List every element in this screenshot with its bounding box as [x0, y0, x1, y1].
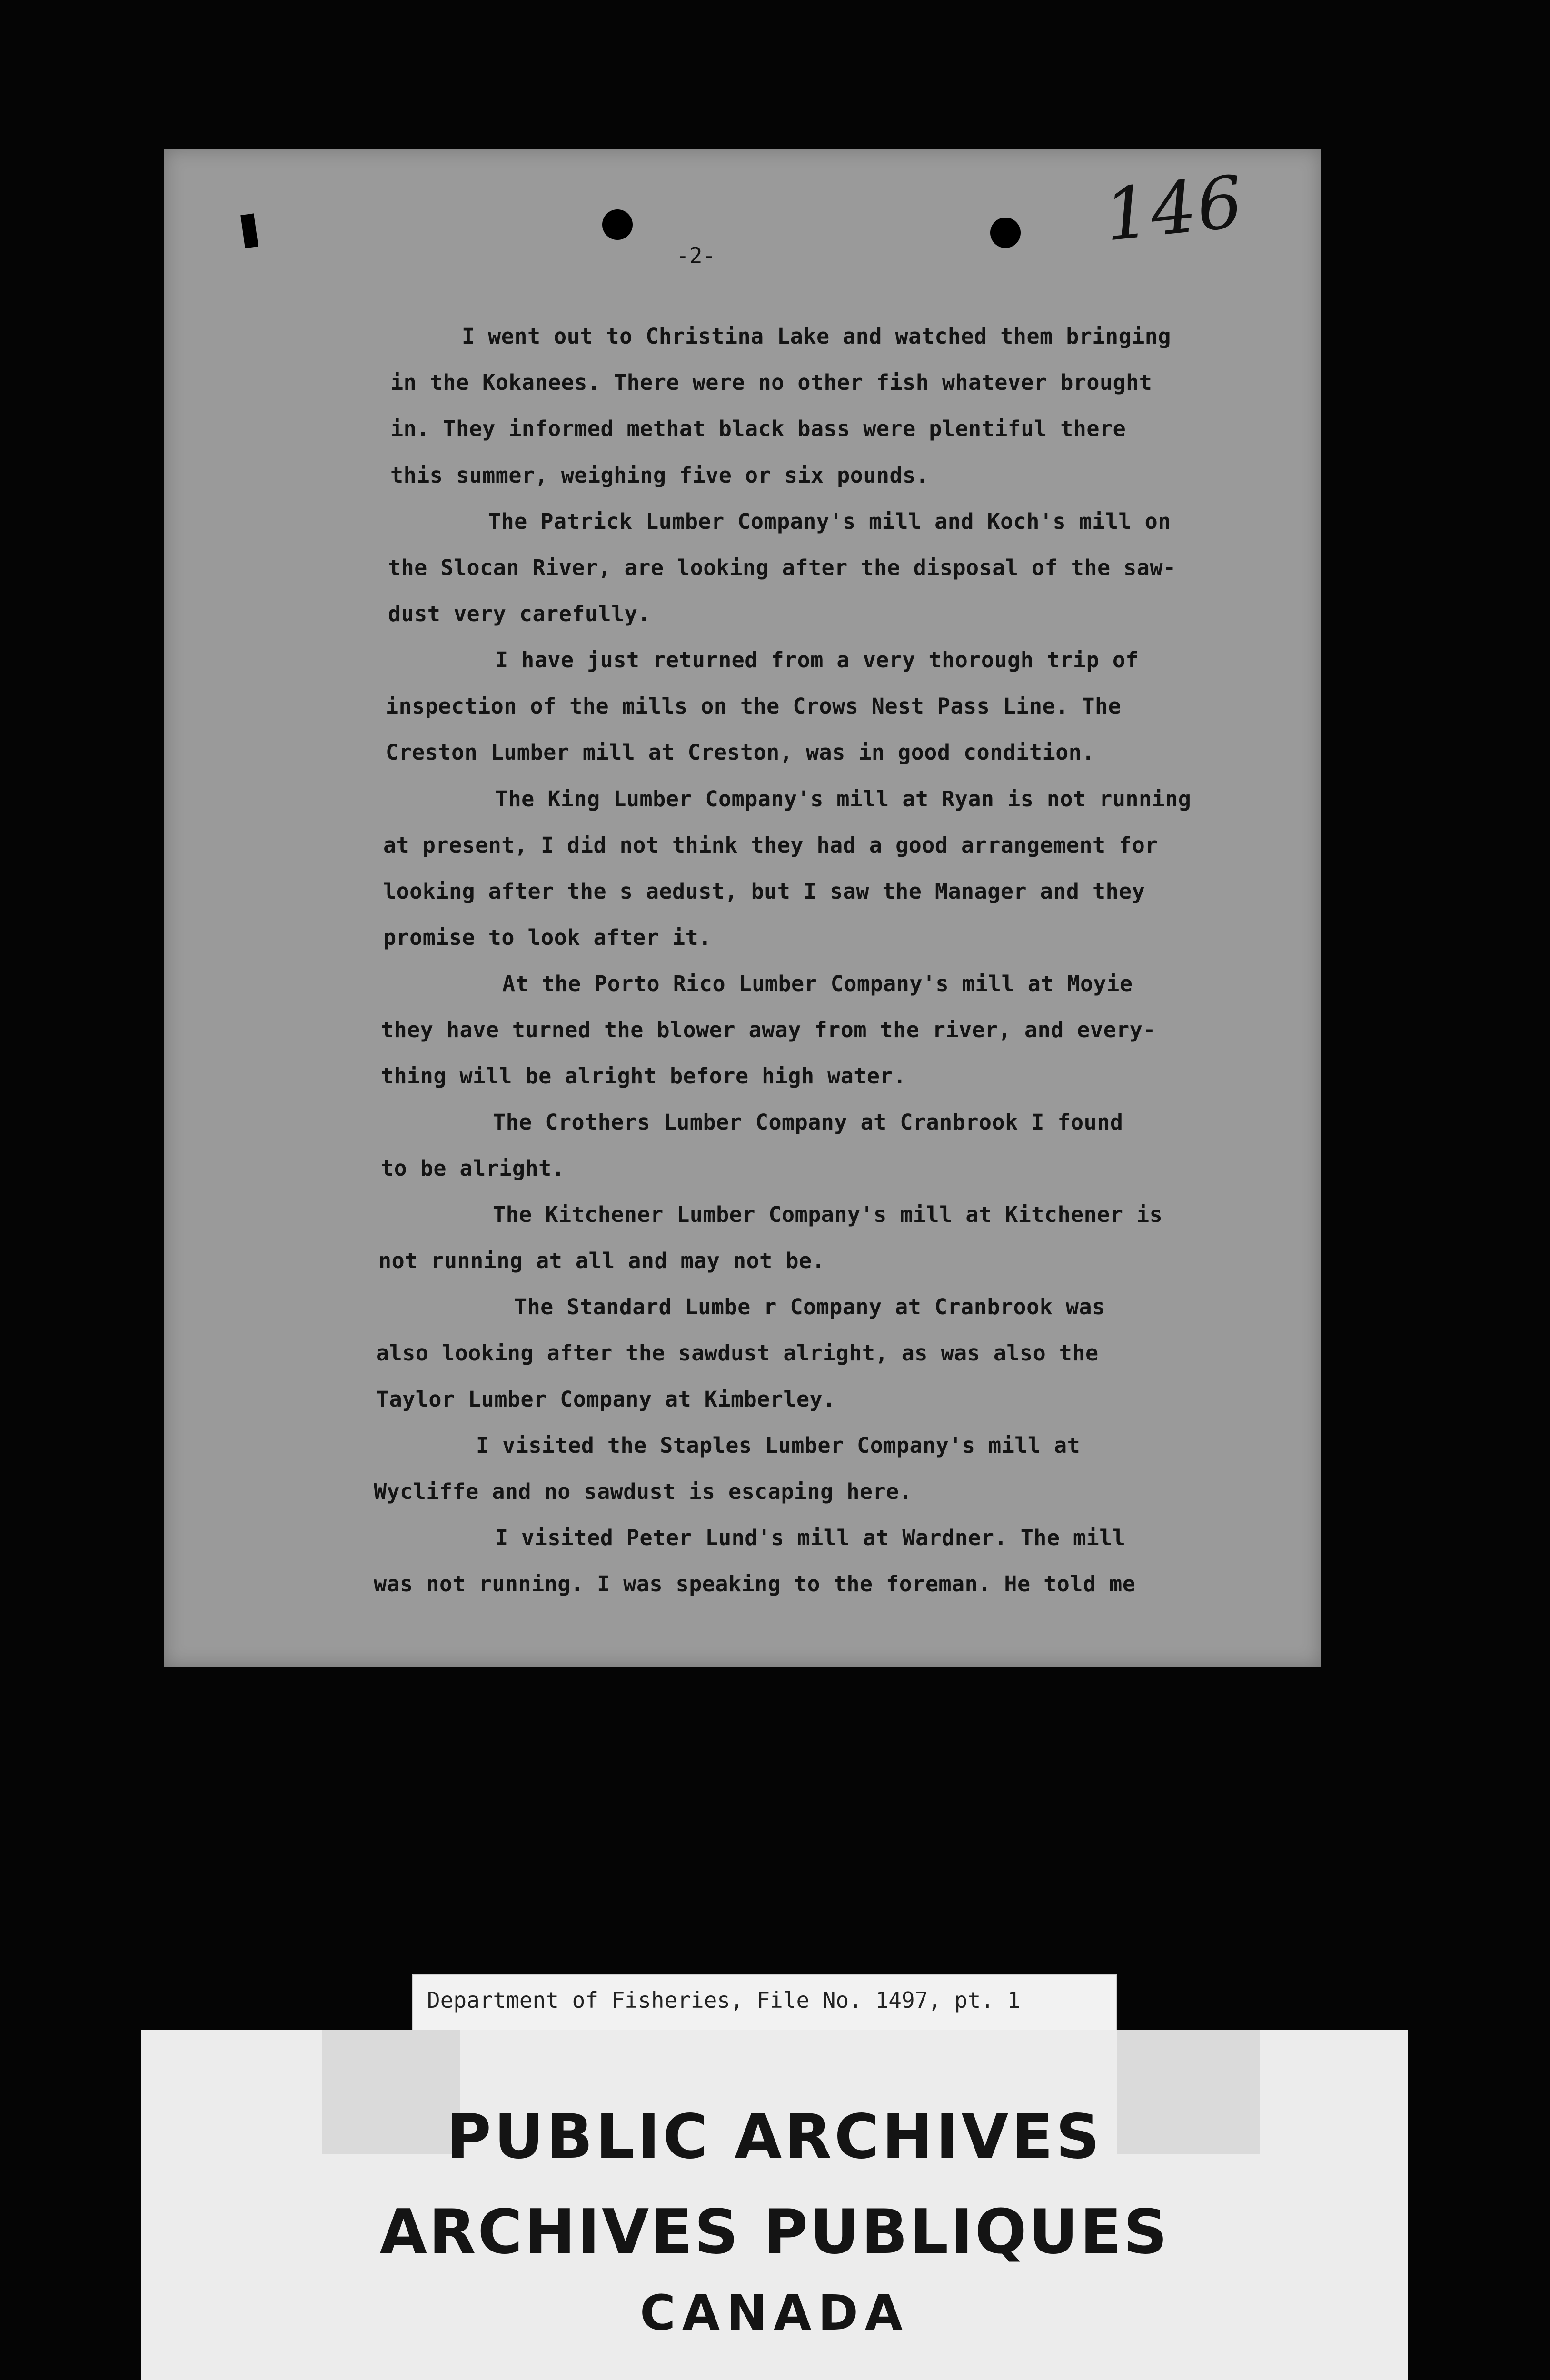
text-line: Creston Lumber mill at Creston, was in good condition. [386, 740, 1095, 765]
text-line: I have just returned from a very thorough trip of [495, 647, 1139, 673]
text-line: to be alright. [381, 1156, 565, 1181]
text-line: promise to look after it. [383, 925, 712, 950]
text-line: dust very carefully. [388, 601, 651, 626]
archives-stamp-card [141, 2030, 1408, 2380]
file-reference-text: Department of Fisheries, File No. 1497, pt. 1 [427, 1987, 1021, 2013]
text-line: The Standard Lumbe r Company at Cranbrook was [514, 1294, 1105, 1319]
text-line: they have turned the blower away from the river, and every- [381, 1017, 1156, 1042]
text-line: Wycliffe and no sawdust is escaping here. [374, 1479, 913, 1504]
text-line: I visited the Staples Lumber Company's mill at [476, 1433, 1081, 1458]
text-line: The Crothers Lumber Company at Cranbrook I found [493, 1110, 1123, 1135]
typed-letter-page [164, 149, 1321, 1667]
file-reference-label [412, 1974, 1117, 2032]
text-line: inspection of the mills on the Crows Nest Pass Line. The [386, 694, 1122, 719]
text-line: the Slocan River, are looking after the disposal of the saw- [388, 555, 1176, 580]
text-line: At the Porto Rico Lumber Company's mill at Moyie [502, 971, 1133, 996]
text-line: The King Lumber Company's mill at Ryan is not running [495, 786, 1192, 812]
text-line: in the Kokanees. There were no other fish whatever brought [390, 370, 1153, 395]
archives-country: CANADA [640, 2285, 909, 2341]
text-line: was not running. I was speaking to the foreman. He told me [374, 1571, 1136, 1597]
text-line: The Kitchener Lumber Company's mill at Kitchener is [493, 1202, 1163, 1227]
text-line: I went out to Christina Lake and watched them bringing [462, 324, 1171, 349]
text-line: not running at all and may not be. [378, 1248, 825, 1273]
archives-title-en: PUBLIC ARCHIVES [447, 2102, 1103, 2172]
text-line: I visited Peter Lund's mill at Wardner. The mill [495, 1525, 1126, 1550]
handwritten-folio-number: 146 [1100, 160, 1248, 258]
text-line: thing will be alright before high water. [381, 1063, 906, 1089]
letter-body [164, 149, 1321, 1667]
text-line: also looking after the sawdust alright, as was also the [376, 1340, 1099, 1366]
text-line: looking after the s aedust, but I saw the Manager and they [383, 879, 1145, 904]
text-line: in. They informed methat black bass were plentiful there [390, 416, 1126, 441]
text-line: The Patrick Lumber Company's mill and Koch's mill on [488, 509, 1171, 534]
text-line: Taylor Lumber Company at Kimberley. [376, 1387, 836, 1412]
page-number: -2- [676, 243, 716, 268]
archives-title-fr: ARCHIVES PUBLIQUES [379, 2197, 1170, 2268]
text-line: this summer, weighing five or six pounds. [390, 463, 929, 488]
text-line: at present, I did not think they had a good arrangement for [383, 833, 1158, 858]
